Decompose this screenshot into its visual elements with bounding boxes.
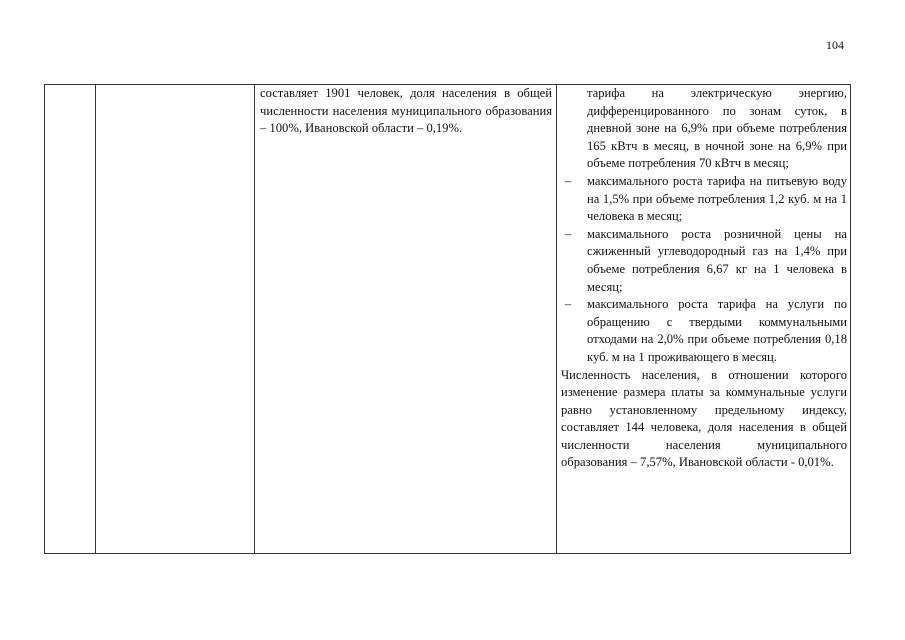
list-item-text: максимального роста розничной цены на сжиженный углеводородный газ на 1,4% при объеме потребления 6,67 кг на 1 человека в месяц; bbox=[587, 226, 847, 294]
tariff-intro-paragraph: тарифа на электрическую энергию, дифференцированного по зонам суток, в дневной зоне на 6,9% при объеме потребления 165 кВтч в месяц, в ночной зоне на 6,9% при объеме потребления 70 кВтч в месяц; bbox=[587, 86, 847, 171]
dash-marker: – bbox=[564, 173, 572, 188]
table-cell-2 bbox=[96, 85, 255, 554]
table-row bbox=[45, 85, 851, 554]
list-item-text: максимального роста тарифа на услуги по обращению с твердыми коммунальными отходами на 2,0% при объеме потребления 0,18 куб. м на 1 проживающего в месяц. bbox=[587, 297, 847, 364]
population-paragraph: Численность населения, в отношении которого изменение размера платы за коммунальные услуги равно установленному предельному индексу, составляет 144 человека, доля населения в общей численности населения муниципального образования – 7,57%, Ивановской области - 0,01%. bbox=[561, 367, 847, 470]
list-item bbox=[561, 173, 847, 226]
page-number: 104 bbox=[826, 38, 844, 52]
table-cell-1 bbox=[45, 85, 96, 554]
list-item-text: максимального роста тарифа на питьевую воду на 1,5% при объеме потребления 1,2 куб. м на 1 человека в месяц; bbox=[587, 173, 847, 224]
tariff-bullet-list bbox=[561, 173, 847, 367]
dash-marker: – bbox=[564, 226, 572, 241]
list-item bbox=[561, 226, 847, 296]
document-table bbox=[44, 84, 851, 554]
cell-3-text: составляет 1901 человек, доля населения в общей численности населения муниципального образования – 100%, Ивановской области – 0,19%. bbox=[260, 86, 552, 136]
dash-marker: – bbox=[564, 297, 572, 312]
table-cell-3 bbox=[255, 85, 557, 554]
cell-4-content bbox=[557, 85, 850, 472]
table-cell-4 bbox=[557, 85, 851, 554]
list-item bbox=[561, 296, 847, 366]
